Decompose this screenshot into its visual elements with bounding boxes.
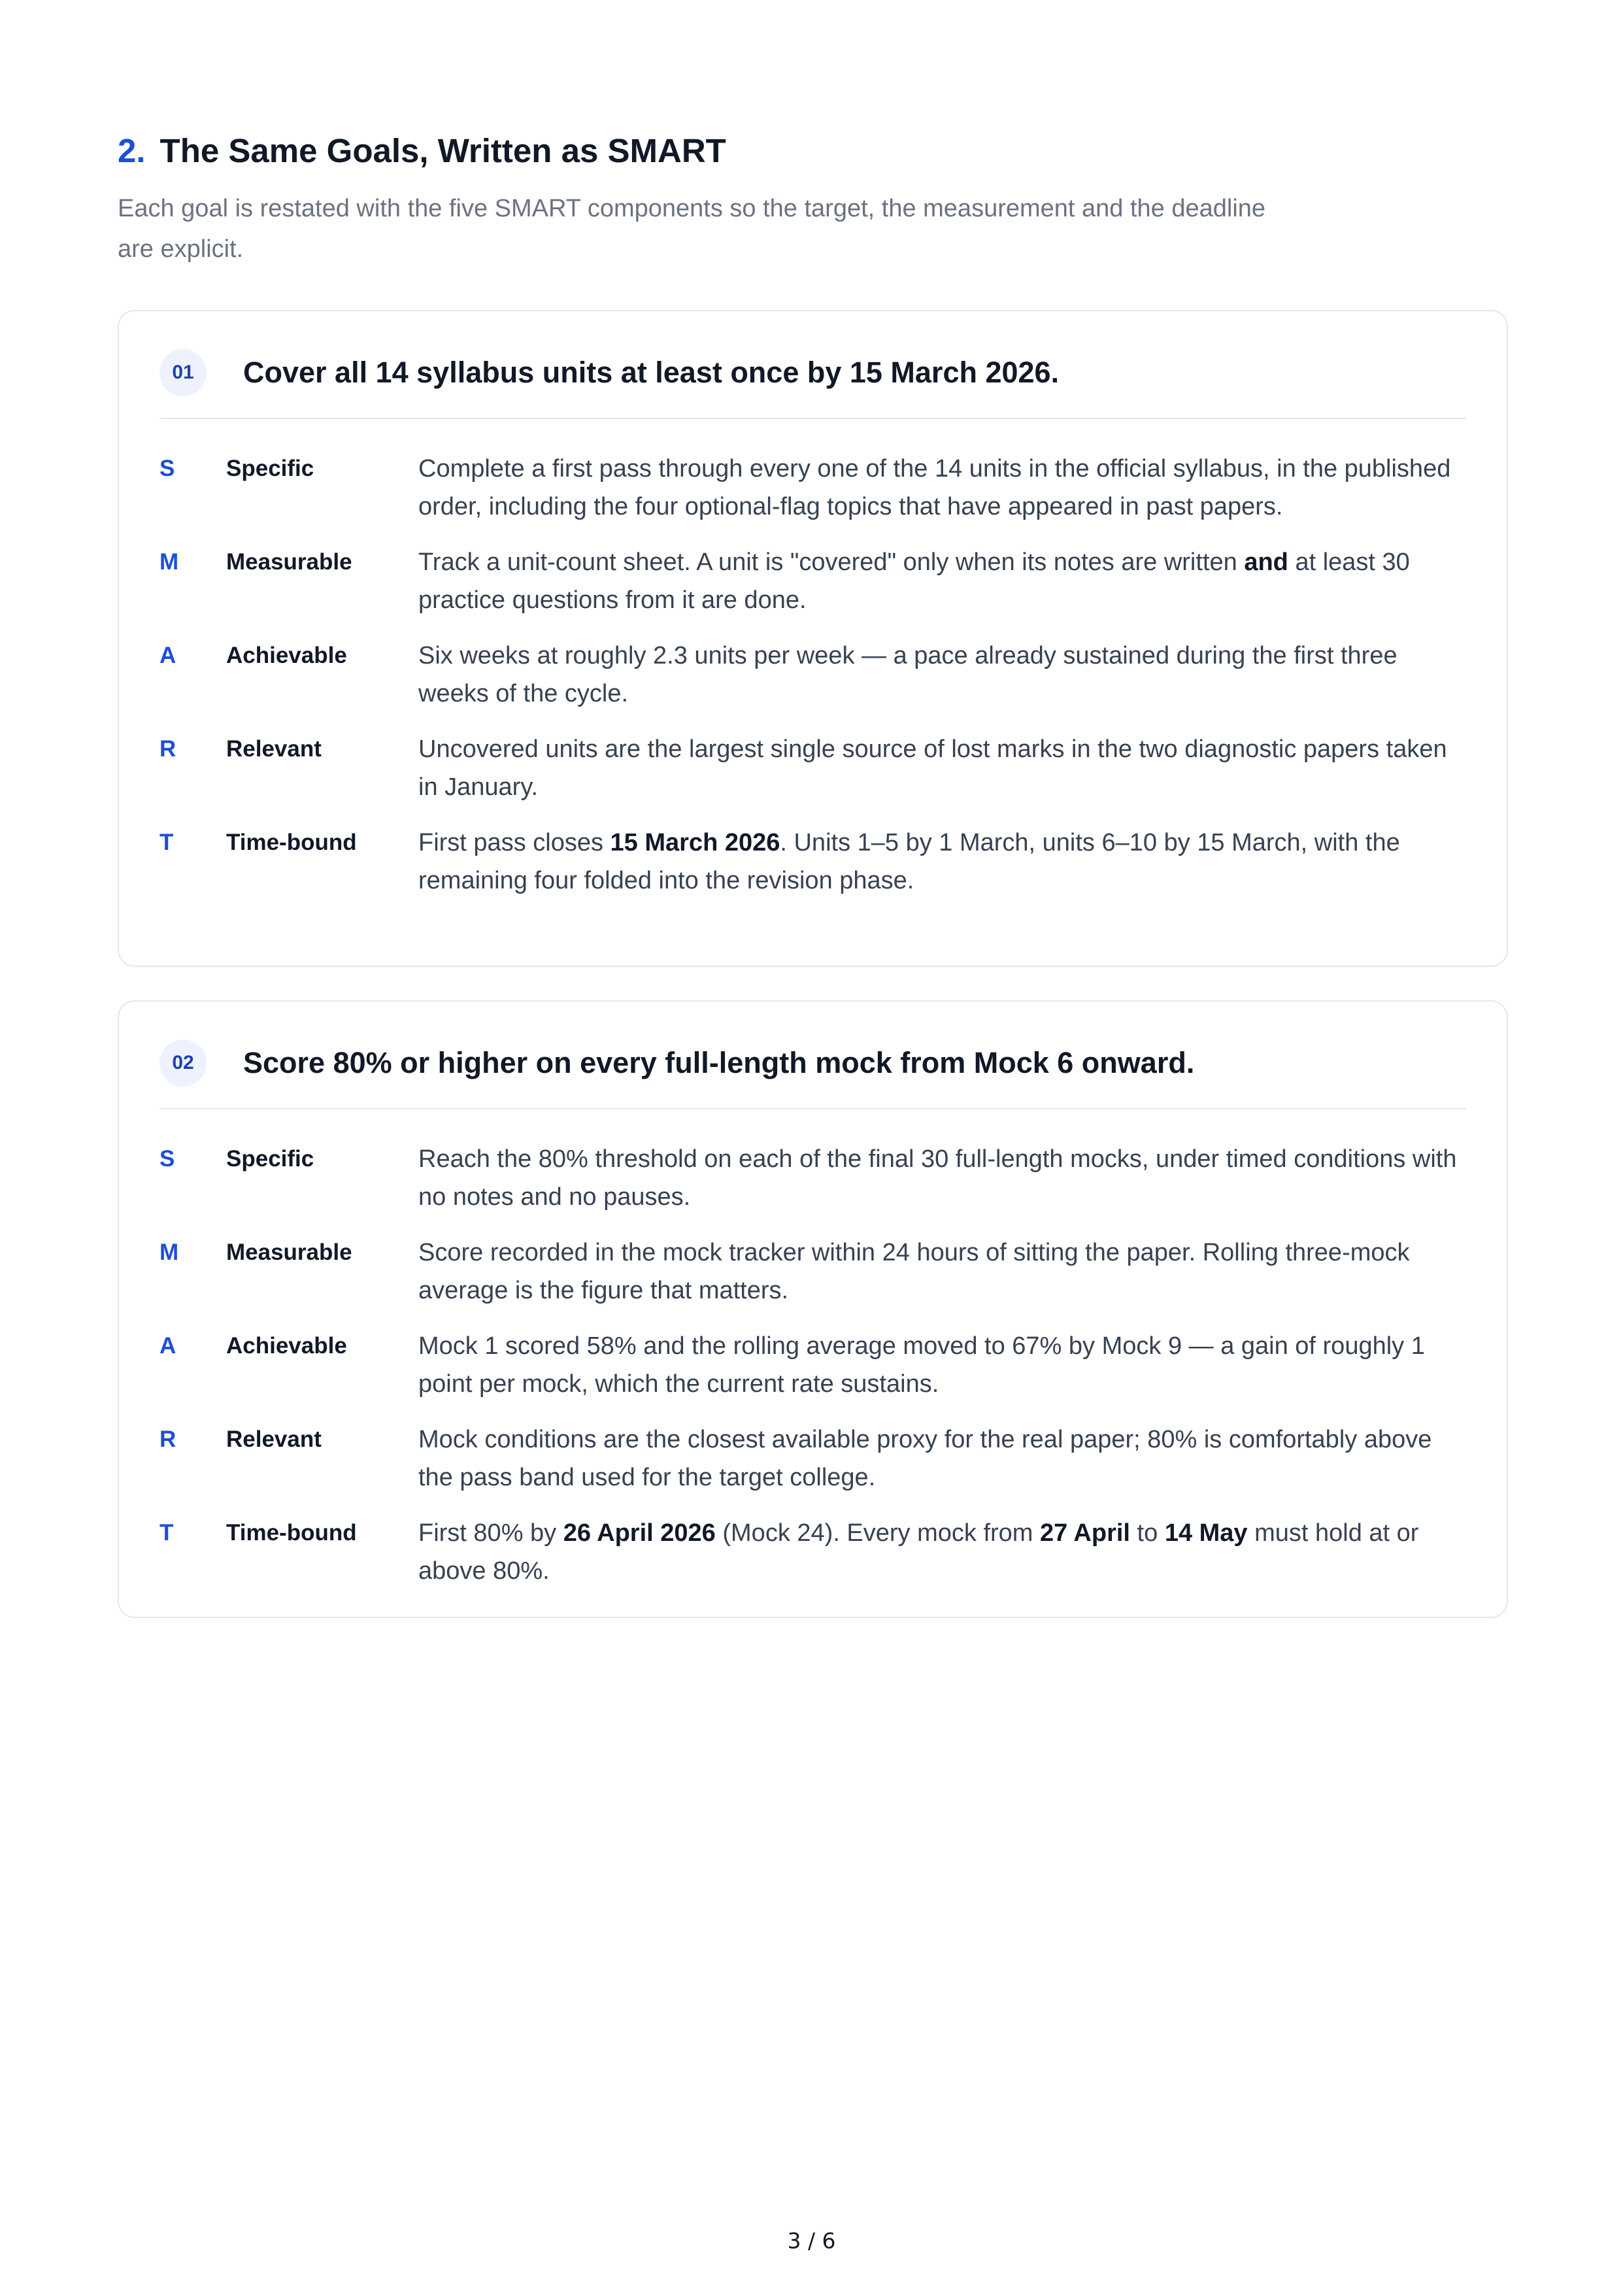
smart-row-measurable — [159, 543, 1467, 619]
description-text: to — [1130, 1519, 1165, 1547]
smart-letter: A — [159, 1333, 176, 1359]
section-intro: Each goal is restated with the five SMART components so the target, the measurement and the deadline are explicit. — [118, 195, 1266, 263]
goal-header — [159, 1037, 1467, 1089]
goal-header — [159, 346, 1467, 399]
smart-description — [418, 824, 1467, 900]
smart-letter: T — [159, 830, 174, 855]
smart-letter: A — [159, 643, 176, 668]
smart-description — [418, 637, 1467, 713]
section-number: 2. — [118, 132, 146, 169]
description-text: First pass closes — [418, 829, 611, 856]
smart-description — [418, 1327, 1467, 1403]
smart-description — [418, 450, 1467, 526]
smart-label: Measurable — [226, 1240, 352, 1265]
description-text: Reach the 80% threshold on each of the final 30 full-length mocks, under timed conditions with no notes and no pauses. — [418, 1145, 1457, 1211]
goal-card-01 — [118, 310, 1508, 967]
smart-letter: R — [159, 1427, 176, 1452]
smart-description — [418, 1140, 1467, 1216]
smart-label: Specific — [226, 1146, 314, 1172]
smart-letter: R — [159, 736, 176, 762]
smart-label: Achievable — [226, 643, 347, 668]
emphasized-text: 14 May — [1164, 1519, 1248, 1547]
description-text: Score recorded in the mock tracker within 24 hours of sitting the paper. Rolling three-mock average is the figure that matters. — [418, 1239, 1410, 1304]
smart-row-specific — [159, 450, 1467, 526]
goal-divider — [159, 418, 1466, 419]
smart-row-relevant — [159, 1421, 1467, 1496]
description-text: Six weeks at roughly 2.3 units per week — a pace already sustained during the first three weeks of the cycle. — [418, 642, 1397, 707]
description-text: at least 30 practice questions from it are done. — [418, 549, 1410, 614]
smart-description — [418, 1234, 1467, 1309]
description-text: must hold at or above 80%. — [418, 1519, 1419, 1585]
smart-row-measurable — [159, 1234, 1467, 1309]
smart-label: Specific — [226, 456, 314, 481]
page-number: 3 / 6 — [787, 2228, 836, 2254]
goal-divider — [159, 1108, 1466, 1109]
goal-title: Score 80% or higher on every full-length mock from Mock 6 onward. — [243, 1046, 1195, 1079]
description-text: First 80% by — [418, 1519, 563, 1547]
description-text: Uncovered units are the largest single source of lost marks in the two diagnostic papers taken in January. — [418, 735, 1447, 801]
smart-label: Measurable — [226, 549, 352, 575]
smart-description — [418, 1421, 1467, 1496]
goal-number-badge: 01 — [159, 349, 207, 396]
smart-label: Achievable — [226, 1333, 347, 1359]
smart-letter: M — [159, 549, 179, 575]
emphasized-text: 15 March 2026 — [610, 829, 780, 856]
smart-label: Relevant — [226, 1427, 322, 1452]
smart-label: Relevant — [226, 736, 322, 762]
smart-description — [418, 543, 1467, 619]
smart-letter: T — [159, 1520, 174, 1545]
smart-row-time-bound — [159, 824, 1467, 900]
smart-label: Time-bound — [226, 1520, 357, 1545]
emphasized-text: 27 April — [1040, 1519, 1130, 1547]
section-title: The Same Goals, Written as SMART — [159, 132, 726, 169]
smart-letter: S — [159, 456, 175, 481]
smart-row-time-bound — [159, 1514, 1467, 1590]
smart-letter: S — [159, 1146, 175, 1172]
smart-rows — [159, 450, 1467, 917]
smart-rows — [159, 1140, 1467, 1608]
smart-row-specific — [159, 1140, 1467, 1216]
emphasized-text: and — [1244, 549, 1288, 576]
description-text: . Units 1–5 by 1 March, units 6–10 by 15 March, with the remaining four folded into the revision phase. — [418, 829, 1400, 894]
smart-label: Time-bound — [226, 830, 357, 855]
smart-description — [418, 730, 1467, 806]
smart-row-achievable — [159, 637, 1467, 713]
description-text: Mock conditions are the closest available proxy for the real paper; 80% is comfortably above the pass band used for the target college. — [418, 1426, 1432, 1491]
description-text: Mock 1 scored 58% and the rolling average moved to 67% by Mock 9 — a gain of roughly 1 point per mock, which the current rate sustains. — [418, 1332, 1425, 1398]
description-text: Complete a first pass through every one of the 14 units in the official syllabus, in the published order, including the four optional-flag topics that have appeared in past papers. — [418, 455, 1451, 520]
goal-card-02 — [118, 1000, 1508, 1618]
smart-description — [418, 1514, 1467, 1590]
goal-title: Cover all 14 syllabus units at least once by 15 March 2026. — [243, 356, 1060, 389]
description-text: (Mock 24). Every mock from — [715, 1519, 1041, 1547]
emphasized-text: 26 April 2026 — [563, 1519, 716, 1547]
section-heading — [118, 128, 726, 174]
goal-number-badge: 02 — [159, 1039, 207, 1087]
smart-row-relevant — [159, 730, 1467, 806]
smart-letter: M — [159, 1240, 179, 1265]
smart-row-achievable — [159, 1327, 1467, 1403]
description-text: Track a unit-count sheet. A unit is "covered" only when its notes are written — [418, 549, 1245, 576]
